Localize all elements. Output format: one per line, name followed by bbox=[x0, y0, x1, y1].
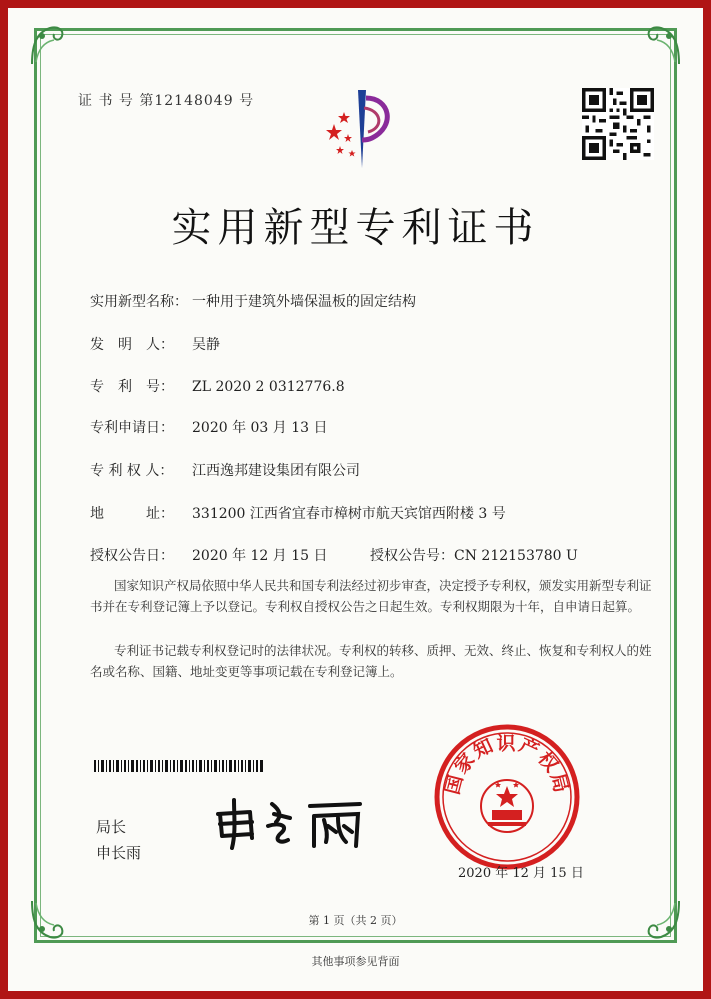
certificate-number-label: 证 书 号 第 bbox=[78, 93, 155, 109]
cnipa-logo-icon bbox=[312, 84, 402, 174]
patentee-label: 专 利 权 人： bbox=[90, 463, 174, 479]
announcement-number-value: CN 212153780 U bbox=[454, 548, 578, 564]
announcement-number-label: 授权公告号： bbox=[370, 548, 454, 564]
inventor-row bbox=[90, 334, 220, 354]
corner-ornament-top-right-icon bbox=[637, 22, 683, 68]
certificate-number bbox=[78, 90, 254, 110]
corner-ornament-top-left-icon bbox=[28, 22, 74, 68]
utility-model-name-label: 实用新型名称： bbox=[90, 294, 188, 310]
filing-date-label: 专利申请日： bbox=[90, 420, 174, 436]
announcement-date-value: 2020 年 12 月 15 日 bbox=[192, 548, 328, 564]
patentee-row bbox=[90, 460, 360, 480]
seal-text: 国家知识产权局 bbox=[441, 732, 573, 797]
patent-number-row bbox=[90, 376, 345, 396]
page-number: 第 1 页（共 2 页） bbox=[308, 914, 403, 927]
inventor-label: 发 明 人： bbox=[90, 337, 174, 353]
certificate-number-value: 12148049 bbox=[154, 93, 234, 109]
body-paragraph-1: 国家知识产权局依照中华人民共和国专利法经过初步审查，决定授予专利权，颁发实用新型专利证书并在专利登记簿上予以登记。专利权自授权公告之日起生效。专利权期限为十年，自申请日起算。 bbox=[90, 578, 652, 614]
director-title: 局长 bbox=[96, 818, 127, 836]
certificate-title: 实用新型专利证书 bbox=[171, 205, 540, 251]
address-row bbox=[90, 503, 506, 523]
announcement-date-row bbox=[90, 545, 328, 565]
filing-date-row bbox=[90, 417, 328, 437]
utility-model-name-value: 一种用于建筑外墙保温板的固定结构 bbox=[192, 294, 416, 310]
official-seal-icon bbox=[432, 722, 582, 872]
filing-date-value: 2020 年 03 月 13 日 bbox=[192, 420, 328, 436]
director-name: 申长雨 bbox=[96, 844, 142, 862]
address-label: 地 址： bbox=[90, 506, 174, 522]
certificate-number-suffix: 号 bbox=[239, 93, 255, 109]
announcement-date-label: 授权公告日： bbox=[90, 548, 174, 564]
handwritten-signature-icon bbox=[210, 792, 390, 852]
patentee-value: 江西逸邦建设集团有限公司 bbox=[192, 463, 360, 479]
utility-model-name-row bbox=[90, 291, 416, 311]
body-paragraph-2: 专利证书记载专利权登记时的法律状况。专利权的转移、质押、无效、终止、恢复和专利权人的姓名或名称、国籍、地址变更等事项记载在专利登记簿上。 bbox=[90, 643, 652, 679]
address-value: 331200 江西省宜春市樟树市航天宾馆西附楼 3 号 bbox=[192, 506, 506, 522]
patent-number-value: ZL 2020 2 0312776.8 bbox=[192, 379, 345, 395]
qr-code-icon bbox=[582, 88, 654, 160]
patent-number-label: 专 利 号： bbox=[90, 379, 174, 395]
seal-date: 2020 年 12 月 15 日 bbox=[458, 866, 584, 881]
barcode-icon bbox=[94, 760, 264, 772]
footer-note: 其他事项参见背面 bbox=[311, 955, 400, 968]
inventor-value: 吴静 bbox=[192, 337, 220, 353]
announcement-number-row bbox=[370, 545, 578, 565]
